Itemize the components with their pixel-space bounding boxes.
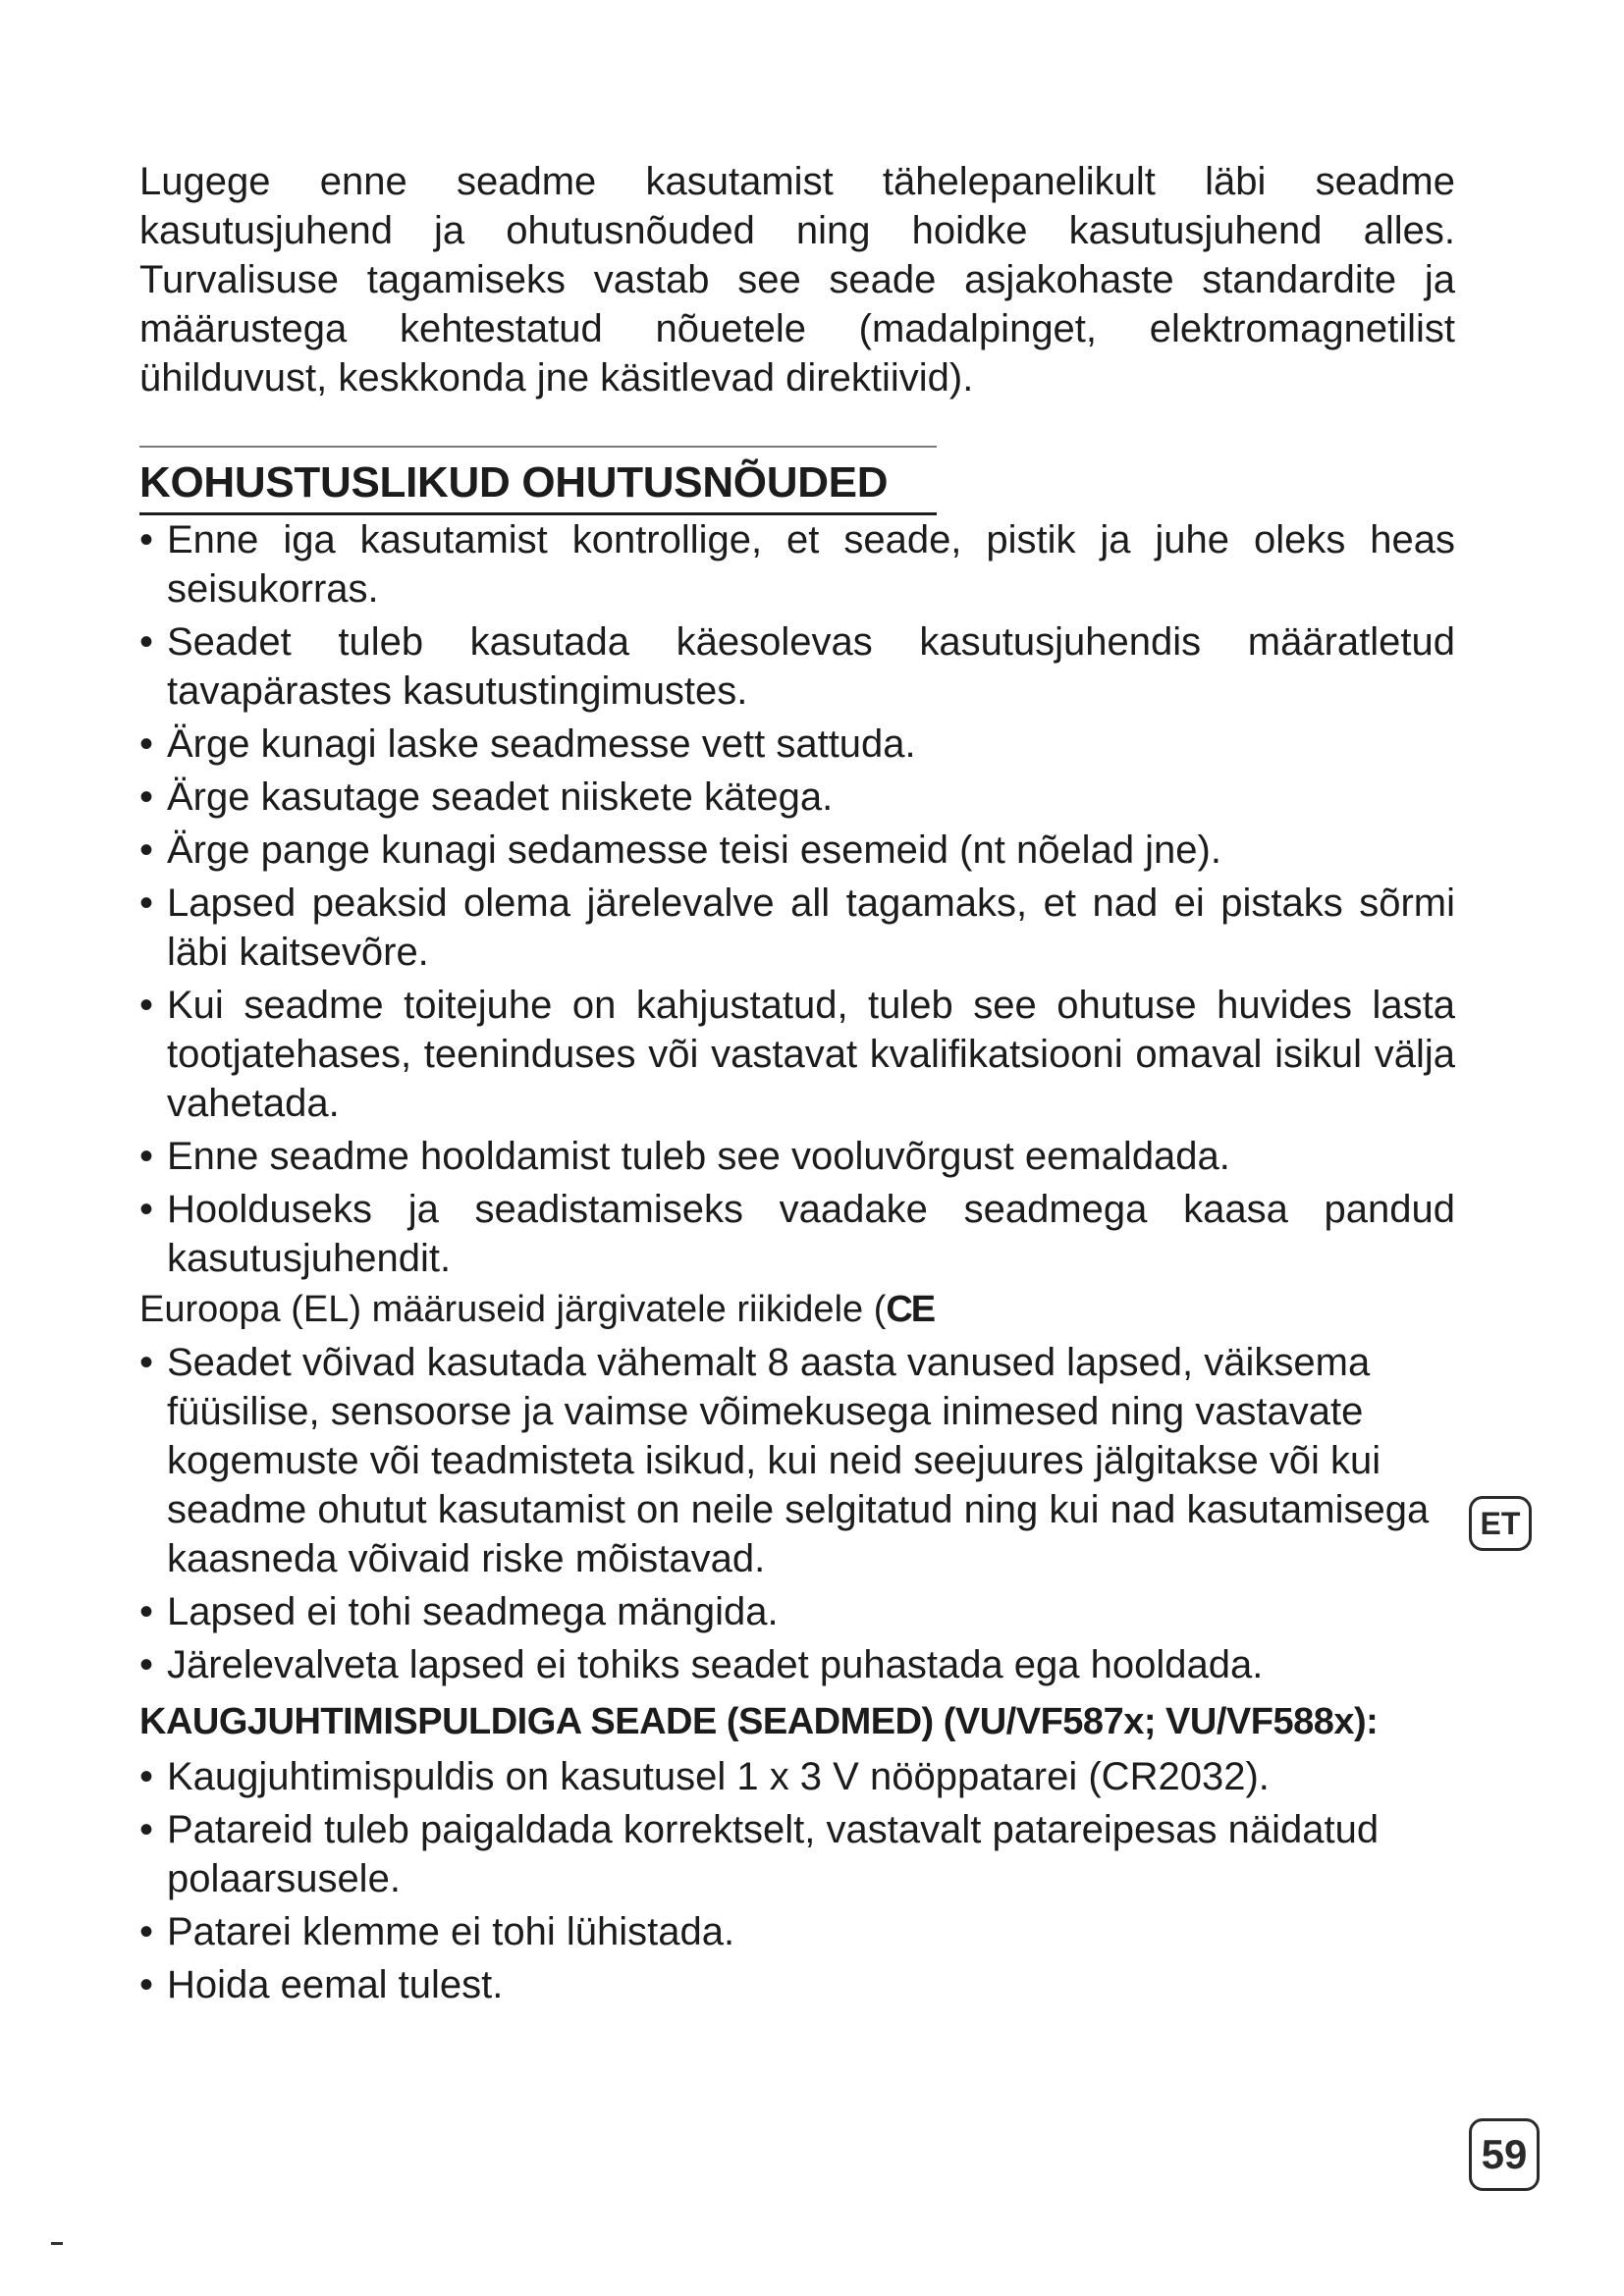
page-number: 59 [1469, 2118, 1540, 2191]
list-item: • Ärge kunagi laske seadmesse vett sattuda. [139, 720, 1455, 769]
remote-list [139, 1752, 1455, 2009]
list-item: • Lapsed ei tohi seadmega mängida. [139, 1587, 1455, 1636]
list-item: • Enne iga kasutamist kontrollige, et seade, pistik ja juhe oleks heas seisukorras. [139, 515, 1455, 614]
list-item: • Patarei klemme ei tohi lühistada. [139, 1907, 1455, 1956]
ce-mark-icon: CE [886, 1289, 935, 1330]
document-page [139, 157, 1455, 2013]
children-safety-list [139, 1338, 1455, 1689]
ce-statement [139, 1287, 1455, 1332]
intro-paragraph: Lugege enne seadme kasutamist tähelepanelikult läbi seadme kasutusjuhend ja ohutusnõuded ning hoidke kasutusjuhend alles. Turvalisuse tagamiseks vastab see seade asjakohaste standardite ja määrustega kehtestatud nõuetele (madalpinget, elektromagnetilist ühilduvust, keskkonda jne käsitlevad direktiivid). [139, 160, 1455, 400]
list-item: • Järelevalveta lapsed ei tohiks seadet puhastada ega hooldada. [139, 1640, 1455, 1689]
language-badge: ET [1469, 1496, 1532, 1551]
list-item: • Kaugjuhtimispuldis on kasutusel 1 x 3 V nööppatarei (CR2032). [139, 1752, 1455, 1801]
list-item: • Hoolduseks ja seadistamiseks vaadake seadmega kaasa pandud kasutusjuhendit. [139, 1185, 1455, 1283]
corner-crop-mark [51, 2242, 63, 2245]
list-item: • Seadet tuleb kasutada käesolevas kasutusjuhendis määratletud tavapärastes kasutustingimustes. [139, 617, 1455, 716]
list-item: • Patareid tuleb paigaldada korrektselt, vastavalt patareipesas näidatud polaarsusele. [139, 1805, 1455, 1903]
list-item: • Hoida eemal tulest. [139, 1960, 1455, 2009]
remote-subheading: KAUGJUHTIMISPULDIGA SEADE (SEADMED) (VU/VF587x; VU/VF588x): [139, 1701, 1379, 1742]
list-item: • Ärge kasutage seadet niiskete kätega. [139, 773, 1455, 822]
heading-block [139, 446, 937, 515]
section-heading: KOHUSTUSLIKUD OHUTUSNÕUDED [139, 458, 889, 507]
list-item: • Seadet võivad kasutada vähemalt 8 aasta vanused lapsed, väiksema füüsilise, sensoorse ja vaimse võimekusega inimesed ning vastavate kogemuste või teadmisteta isikud, kui neid seejuures jälgitakse või kui seadme ohutut kasutamist on neile selgitatud ning kui nad kasutamisega kaasneda võivaid riske mõistavad. [139, 1338, 1455, 1583]
list-item: • Lapsed peaksid olema järelevalve all tagamaks, et nad ei pistaks sõrmi läbi kaitsevõre. [139, 879, 1455, 977]
list-item: • Enne seadme hooldamist tuleb see vooluvõrgust eemaldada. [139, 1132, 1455, 1181]
ce-statement-text: Euroopa (EL) määruseid järgivatele riikidele ( [139, 1289, 887, 1330]
safety-list [139, 515, 1455, 1283]
list-item: • Kui seadme toitejuhe on kahjustatud, tuleb see ohutuse huvides lasta tootjatehases, teeninduses või vastavat kvalifikatsiooni omaval isikul välja vahetada. [139, 981, 1455, 1128]
list-item: • Ärge pange kunagi sedamesse teisi esemeid (nt nõelad jne). [139, 826, 1455, 875]
